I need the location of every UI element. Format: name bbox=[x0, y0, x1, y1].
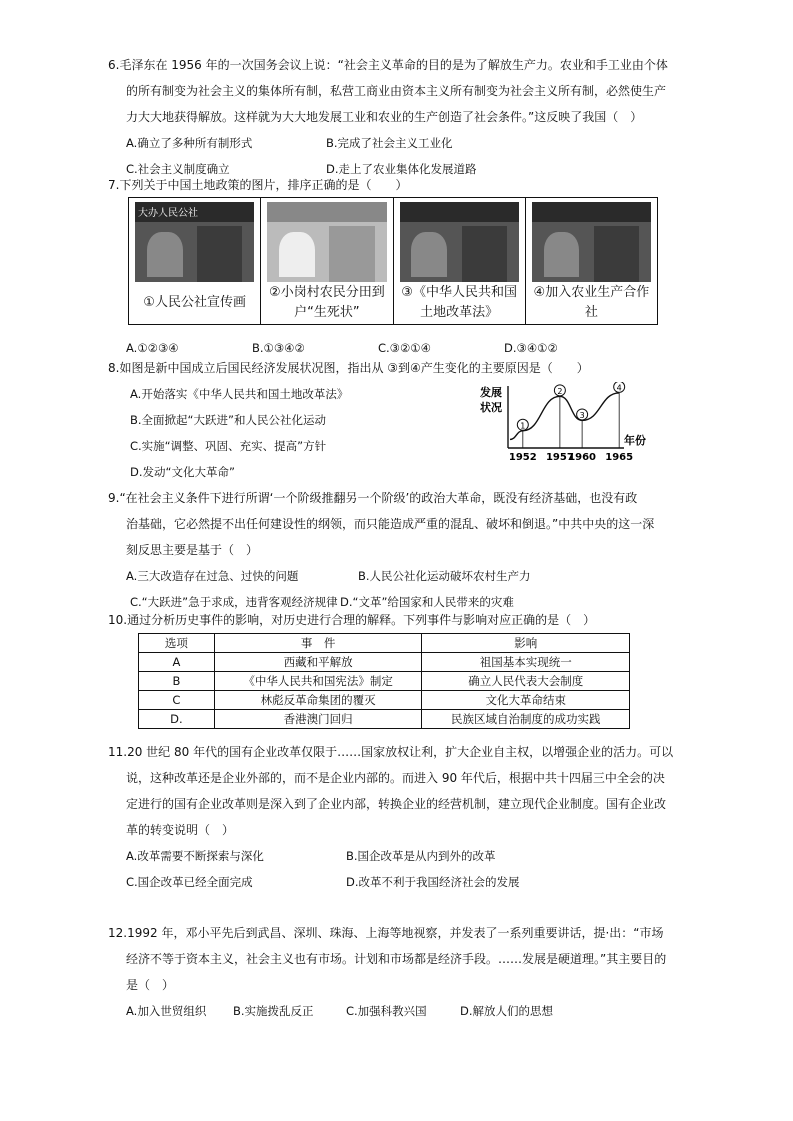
row-event: 香港澳门回归 bbox=[214, 710, 422, 729]
row-option: D. bbox=[139, 710, 215, 729]
question-7-option-a[interactable]: A.①②③④ bbox=[126, 341, 179, 355]
row-option: A bbox=[139, 653, 215, 672]
x-tick-label: 1952 bbox=[508, 452, 537, 462]
picture-4 bbox=[526, 198, 657, 324]
question-12-option-d[interactable]: D.解放人们的思想 bbox=[460, 1004, 554, 1018]
question-7-stem: 7.下列关于中国土地政策的图片，排序正确的是（ ） bbox=[108, 178, 408, 192]
row-option: C bbox=[139, 691, 215, 710]
question-6-option-c[interactable]: C.社会主义制度确立 bbox=[126, 162, 230, 176]
question-9-option-b[interactable]: B.人民公社化运动破坏农村生产力 bbox=[358, 569, 531, 583]
question-7-option-b[interactable]: B.①③④② bbox=[252, 341, 305, 355]
question-10-stem: 10.通过分析历史事件的影响，对历史进行合理的解释。下列事件与影响对应正确的是（ ） bbox=[108, 613, 596, 627]
question-8-stem: 8.如图是新中国成立后国民经济发展状况图，指出从 ③到④产生变化的主要原因是（ ） bbox=[108, 361, 589, 375]
table-row[interactable] bbox=[139, 653, 630, 672]
question-6-option-a[interactable]: A.确立了多种所有制形式 bbox=[126, 136, 253, 150]
picture-4-image bbox=[532, 202, 651, 282]
table-row[interactable] bbox=[139, 710, 630, 729]
question-6-options-row-1 bbox=[108, 130, 686, 156]
question-11-option-b[interactable]: B.国企改革是从内到外的改革 bbox=[346, 849, 496, 863]
data-point-label: 1 bbox=[520, 421, 526, 431]
economy-development-chart bbox=[474, 382, 674, 462]
data-point-label: 3 bbox=[579, 410, 585, 420]
picture-2-caption: ②小岗村农民分田到户“生死状” bbox=[269, 285, 385, 320]
picture-3-image bbox=[400, 202, 519, 282]
question-12-stem-line-3: 是（ ） bbox=[126, 978, 175, 992]
question-8-option-c[interactable]: C.实施“调整、巩固、充实、提高”方针 bbox=[130, 439, 327, 453]
question-11-stem-line-4: 革的转变说明（ ） bbox=[126, 823, 235, 837]
question-6-stem-line-2: 的所有制变为社会主义的集体所有制，私营工商业由资本主义所有制变为社会主义所有制，必然使生产 bbox=[126, 84, 667, 98]
question-6-option-b[interactable]: B.完成了社会主义工业化 bbox=[326, 136, 453, 150]
question-9-option-a[interactable]: A.三大改造存在过急、过快的问题 bbox=[126, 569, 299, 583]
question-12-stem-line-2: 经济不等于资本主义，社会主义也有市场。计划和市场都是经济手段。……发展是硬道理。”其主要目的 bbox=[126, 952, 667, 966]
question-12 bbox=[108, 920, 686, 1024]
header-event: 事 件 bbox=[214, 634, 422, 653]
question-6-stem-line-1: 6.毛泽东在 1956 年的一次国务会议上说：“社会主义革命的目的是为了解放生产力。农业和手工业由个体 bbox=[108, 58, 668, 72]
y-axis-label-1: 发展 bbox=[480, 386, 502, 399]
row-event: 林彪反革命集团的覆灭 bbox=[214, 691, 422, 710]
picture-2-image bbox=[267, 202, 386, 282]
question-9-stem-line-1: 9.“在社会主义条件下进行所谓‘一个阶级推翻另一个阶级’的政治大革命，既没有经济基础，也没有政 bbox=[108, 491, 638, 505]
question-7-picture-strip bbox=[128, 197, 658, 325]
series-line bbox=[510, 393, 619, 440]
x-tick-label: 1960 bbox=[568, 452, 597, 462]
question-9-options-row-1 bbox=[108, 563, 686, 589]
question-12-option-c[interactable]: C.加强科教兴国 bbox=[346, 1004, 427, 1018]
table-header-row bbox=[139, 634, 630, 653]
question-9-stem-line-3: 刻反思主要是基于（ ） bbox=[126, 543, 259, 557]
picture-3-caption: ③《中华人民共和国土地改革法》 bbox=[401, 285, 517, 320]
question-9-stem-line-2: 治基础，它必然提不出任何建设性的纲领，而只能造成严重的混乱、破坏和倒退。”中共中央的这一深 bbox=[126, 517, 655, 531]
question-9-option-d[interactable]: D.“文革”给国家和人民带来的灾难 bbox=[340, 595, 514, 609]
row-event: 西藏和平解放 bbox=[214, 653, 422, 672]
data-point-label: 4 bbox=[616, 383, 622, 393]
question-11-option-c[interactable]: C.国企改革已经全面完成 bbox=[126, 875, 253, 889]
question-10 bbox=[108, 607, 686, 633]
data-point-label: 2 bbox=[557, 386, 563, 396]
question-11-options-row-1 bbox=[108, 843, 686, 869]
picture-1-image bbox=[135, 202, 254, 282]
question-11-stem-line-2: 说，这种改革还是企业外部的，而不是企业内部的。而进入 90 年代后，根据中共十四届三中全会的决 bbox=[126, 771, 665, 785]
question-12-stem-line-1: 12.1992 年，邓小平先后到武昌、深圳、珠海、上海等地视察，并发表了一系列重要讲话，提·出：“市场 bbox=[108, 926, 664, 940]
question-9-option-c[interactable]: C.“大跃进”急于求成，违背客观经济规律 bbox=[130, 595, 338, 609]
question-12-option-b[interactable]: B.实施拨乱反正 bbox=[233, 1004, 314, 1018]
event-impact-table bbox=[138, 633, 630, 729]
question-11-options-row-2 bbox=[108, 869, 686, 895]
question-6-stem-line-3: 力大大地获得解放。这样就为大大地发展工业和农业的生产创造了社会条件。”这反映了我国（ ） bbox=[126, 110, 643, 124]
x-tick-label: 1957 bbox=[545, 452, 574, 462]
question-7-option-d[interactable]: D.③④①② bbox=[504, 341, 558, 355]
row-impact: 民族区域自治制度的成功实践 bbox=[422, 710, 630, 729]
row-impact: 祖国基本实现统一 bbox=[422, 653, 630, 672]
question-9 bbox=[108, 485, 686, 615]
header-impact: 影响 bbox=[422, 634, 630, 653]
question-6 bbox=[108, 52, 686, 182]
picture-1 bbox=[129, 198, 261, 324]
picture-1-image-text: 大办人民公社 bbox=[138, 208, 198, 219]
row-event: 《中华人民共和国宪法》制定 bbox=[214, 672, 422, 691]
x-axis-label: 年份 bbox=[624, 434, 646, 447]
question-11-stem-line-3: 定进行的国有企业改革则是深入到了企业内部，转换企业的经营机制，建立现代企业制度。国有企业改 bbox=[126, 797, 667, 811]
question-11 bbox=[108, 739, 686, 895]
table-row[interactable] bbox=[139, 672, 630, 691]
question-8-option-b[interactable]: B.全面掀起“大跃进”和人民公社化运动 bbox=[130, 413, 326, 427]
question-11-stem-line-1: 11.20 世纪 80 年代的国有企业改革仅限于……国家放权让利，扩大企业自主权，以增强企业的活力。可以 bbox=[108, 745, 674, 759]
question-11-option-a[interactable]: A.改革需要不断探索与深化 bbox=[126, 849, 264, 863]
picture-4-caption: ④加入农业生产合作社 bbox=[533, 285, 650, 320]
question-7-option-c[interactable]: C.③②①④ bbox=[378, 341, 431, 355]
header-option: 选项 bbox=[139, 634, 215, 653]
question-7 bbox=[108, 172, 686, 198]
table-row[interactable] bbox=[139, 691, 630, 710]
picture-1-caption: ①人民公社宣传画 bbox=[143, 295, 246, 310]
question-12-option-a[interactable]: A.加入世贸组织 bbox=[126, 1004, 207, 1018]
question-8-option-a[interactable]: A.开始落实《中华人民共和国土地改革法》 bbox=[130, 387, 349, 401]
x-tick-label: 1965 bbox=[605, 452, 634, 462]
question-12-options-row bbox=[108, 998, 686, 1024]
row-option: B bbox=[139, 672, 215, 691]
picture-2 bbox=[261, 198, 393, 324]
question-8-option-d[interactable]: D.发动“文化大革命” bbox=[130, 465, 235, 479]
row-impact: 文化大革命结束 bbox=[422, 691, 630, 710]
picture-3 bbox=[394, 198, 526, 324]
row-impact: 确立人民代表大会制度 bbox=[422, 672, 630, 691]
question-6-option-d[interactable]: D.走上了农业集体化发展道路 bbox=[326, 162, 477, 176]
y-axis-label-2: 状况 bbox=[480, 401, 502, 414]
question-11-option-d[interactable]: D.改革不利于我国经济社会的发展 bbox=[346, 875, 520, 889]
